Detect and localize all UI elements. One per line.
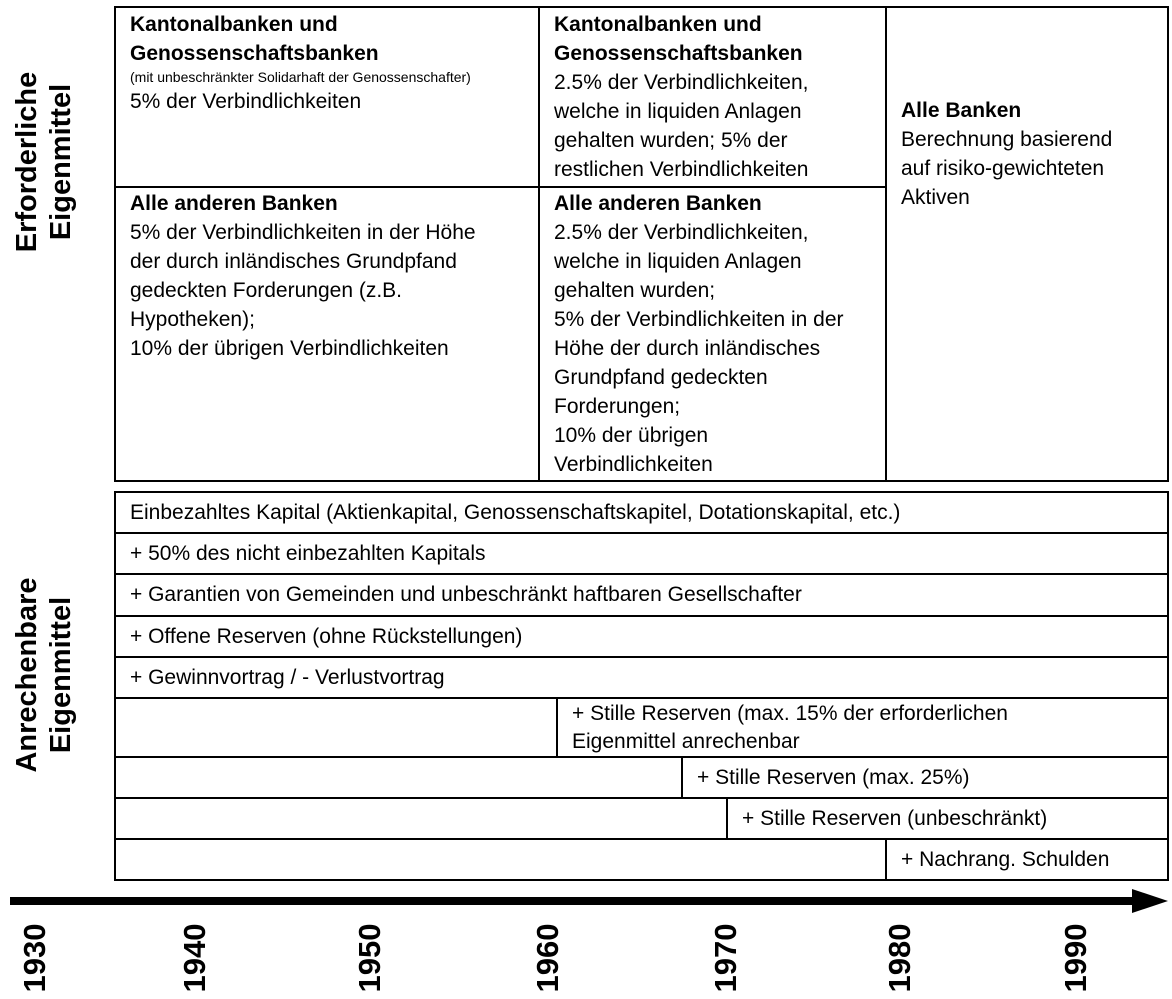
row-text: + Stille Reserven (max. 15% der erforderlichen Eigenmittel anrechenbar xyxy=(572,702,1008,753)
required-capital-label xyxy=(10,0,78,332)
row-text: + Garantien von Gemeinden und unbeschränkt haftbaren Gesellschafter xyxy=(130,583,802,606)
cell-line: 5% der Verbindlichkeiten in der Höhe xyxy=(130,221,476,244)
cell-other-banks-early xyxy=(114,186,540,482)
row-divider xyxy=(556,699,558,756)
year-label: 1990 xyxy=(1058,923,1093,993)
year-label: 1960 xyxy=(530,923,565,993)
cell-title: Alle anderen Banken xyxy=(554,192,762,215)
cell-line: gedeckten Forderungen (z.B. xyxy=(130,279,402,302)
eligible-row xyxy=(114,838,1169,881)
row-divider xyxy=(681,758,683,797)
row-text: + Stille Reserven (max. 25%) xyxy=(697,766,970,789)
cell-line: 2.5% der Verbindlichkeiten, xyxy=(554,71,809,94)
row-divider xyxy=(726,799,728,838)
cell-line: Aktiven xyxy=(901,186,970,209)
cell-cantonal-coop-early xyxy=(114,6,540,188)
cell-line: Hypotheken); xyxy=(130,308,255,331)
cell-other-banks-middle xyxy=(538,186,887,482)
eligible-capital-label xyxy=(10,505,78,845)
cell-title: Kantonalbanken und Genossenschaftsbanken xyxy=(130,13,379,65)
cell-cantonal-coop-middle xyxy=(538,6,887,188)
year-label: 1930 xyxy=(17,923,52,993)
cell-line: 10% der übrigen Verbindlichkeiten xyxy=(130,337,449,360)
row-text: Einbezahltes Kapital (Aktienkapital, Genossenschaftskapitel, Dotationskapital, etc.) xyxy=(130,501,901,524)
cell-line: welche in liquiden Anlagen xyxy=(554,100,802,123)
year-label: 1940 xyxy=(177,923,212,993)
year-label: 1970 xyxy=(708,923,743,993)
row-text: + Gewinnvortrag / - Verlustvortrag xyxy=(130,666,445,689)
cell-line: 5% der Verbindlichkeiten in der xyxy=(554,308,844,331)
cell-line: restlichen Verbindlichkeiten xyxy=(554,158,809,181)
cell-line: Höhe der durch inländisches xyxy=(554,337,821,360)
year-label: 1980 xyxy=(882,923,917,993)
required-label-line1: Erforderliche xyxy=(11,71,43,253)
cell-line: auf risiko-gewichteten xyxy=(901,157,1105,180)
eligible-row xyxy=(114,615,1169,658)
year-label: 1950 xyxy=(352,923,387,993)
cell-text: 5% der Verbindlichkeiten xyxy=(130,90,362,113)
eligible-label-line1: Anrechenbare xyxy=(11,577,43,773)
row-text: + Offene Reserven (ohne Rückstellungen) xyxy=(130,625,523,648)
cell-line: Verbindlichkeiten xyxy=(554,453,713,476)
row-text: + 50% des nicht einbezahlten Kapitals xyxy=(130,542,486,565)
cell-line: 2.5% der Verbindlichkeiten, xyxy=(554,221,809,244)
eligible-row xyxy=(114,532,1169,575)
eligible-label-line2: Eigenmittel xyxy=(45,596,77,754)
cell-all-banks xyxy=(885,6,1169,482)
cell-title: Alle anderen Banken xyxy=(130,192,338,215)
eligible-row xyxy=(114,491,1169,534)
cell-line: der durch inländisches Grundpfand xyxy=(130,250,457,273)
eligible-row xyxy=(114,756,1169,799)
cell-line: Grundpfand gedeckten xyxy=(554,366,768,389)
eligible-row xyxy=(114,656,1169,699)
cell-line: gehalten wurden; 5% der xyxy=(554,129,788,152)
eligible-row xyxy=(114,697,1169,758)
cell-line: Forderungen; xyxy=(554,395,681,418)
cell-line: 10% der übrigen xyxy=(554,424,709,447)
cell-title: Alle Banken xyxy=(901,99,1022,122)
cell-line: welche in liquiden Anlagen xyxy=(554,250,802,273)
required-label-line2: Eigenmittel xyxy=(45,83,77,241)
cell-title: Kantonalbanken und Genossenschaftsbanken xyxy=(554,13,803,65)
eligible-row xyxy=(114,573,1169,617)
row-divider xyxy=(885,840,887,879)
cell-line: Berechnung basierend xyxy=(901,128,1113,151)
cell-line: gehalten wurden; xyxy=(554,279,716,302)
row-text: + Stille Reserven (unbeschränkt) xyxy=(742,807,1048,830)
timeline-arrow xyxy=(0,886,1172,916)
eligible-row xyxy=(114,797,1169,840)
row-text: + Nachrang. Schulden xyxy=(901,848,1110,871)
cell-note: (mit unbeschränkter Solidarhaft der Genossenschafter) xyxy=(130,69,471,85)
